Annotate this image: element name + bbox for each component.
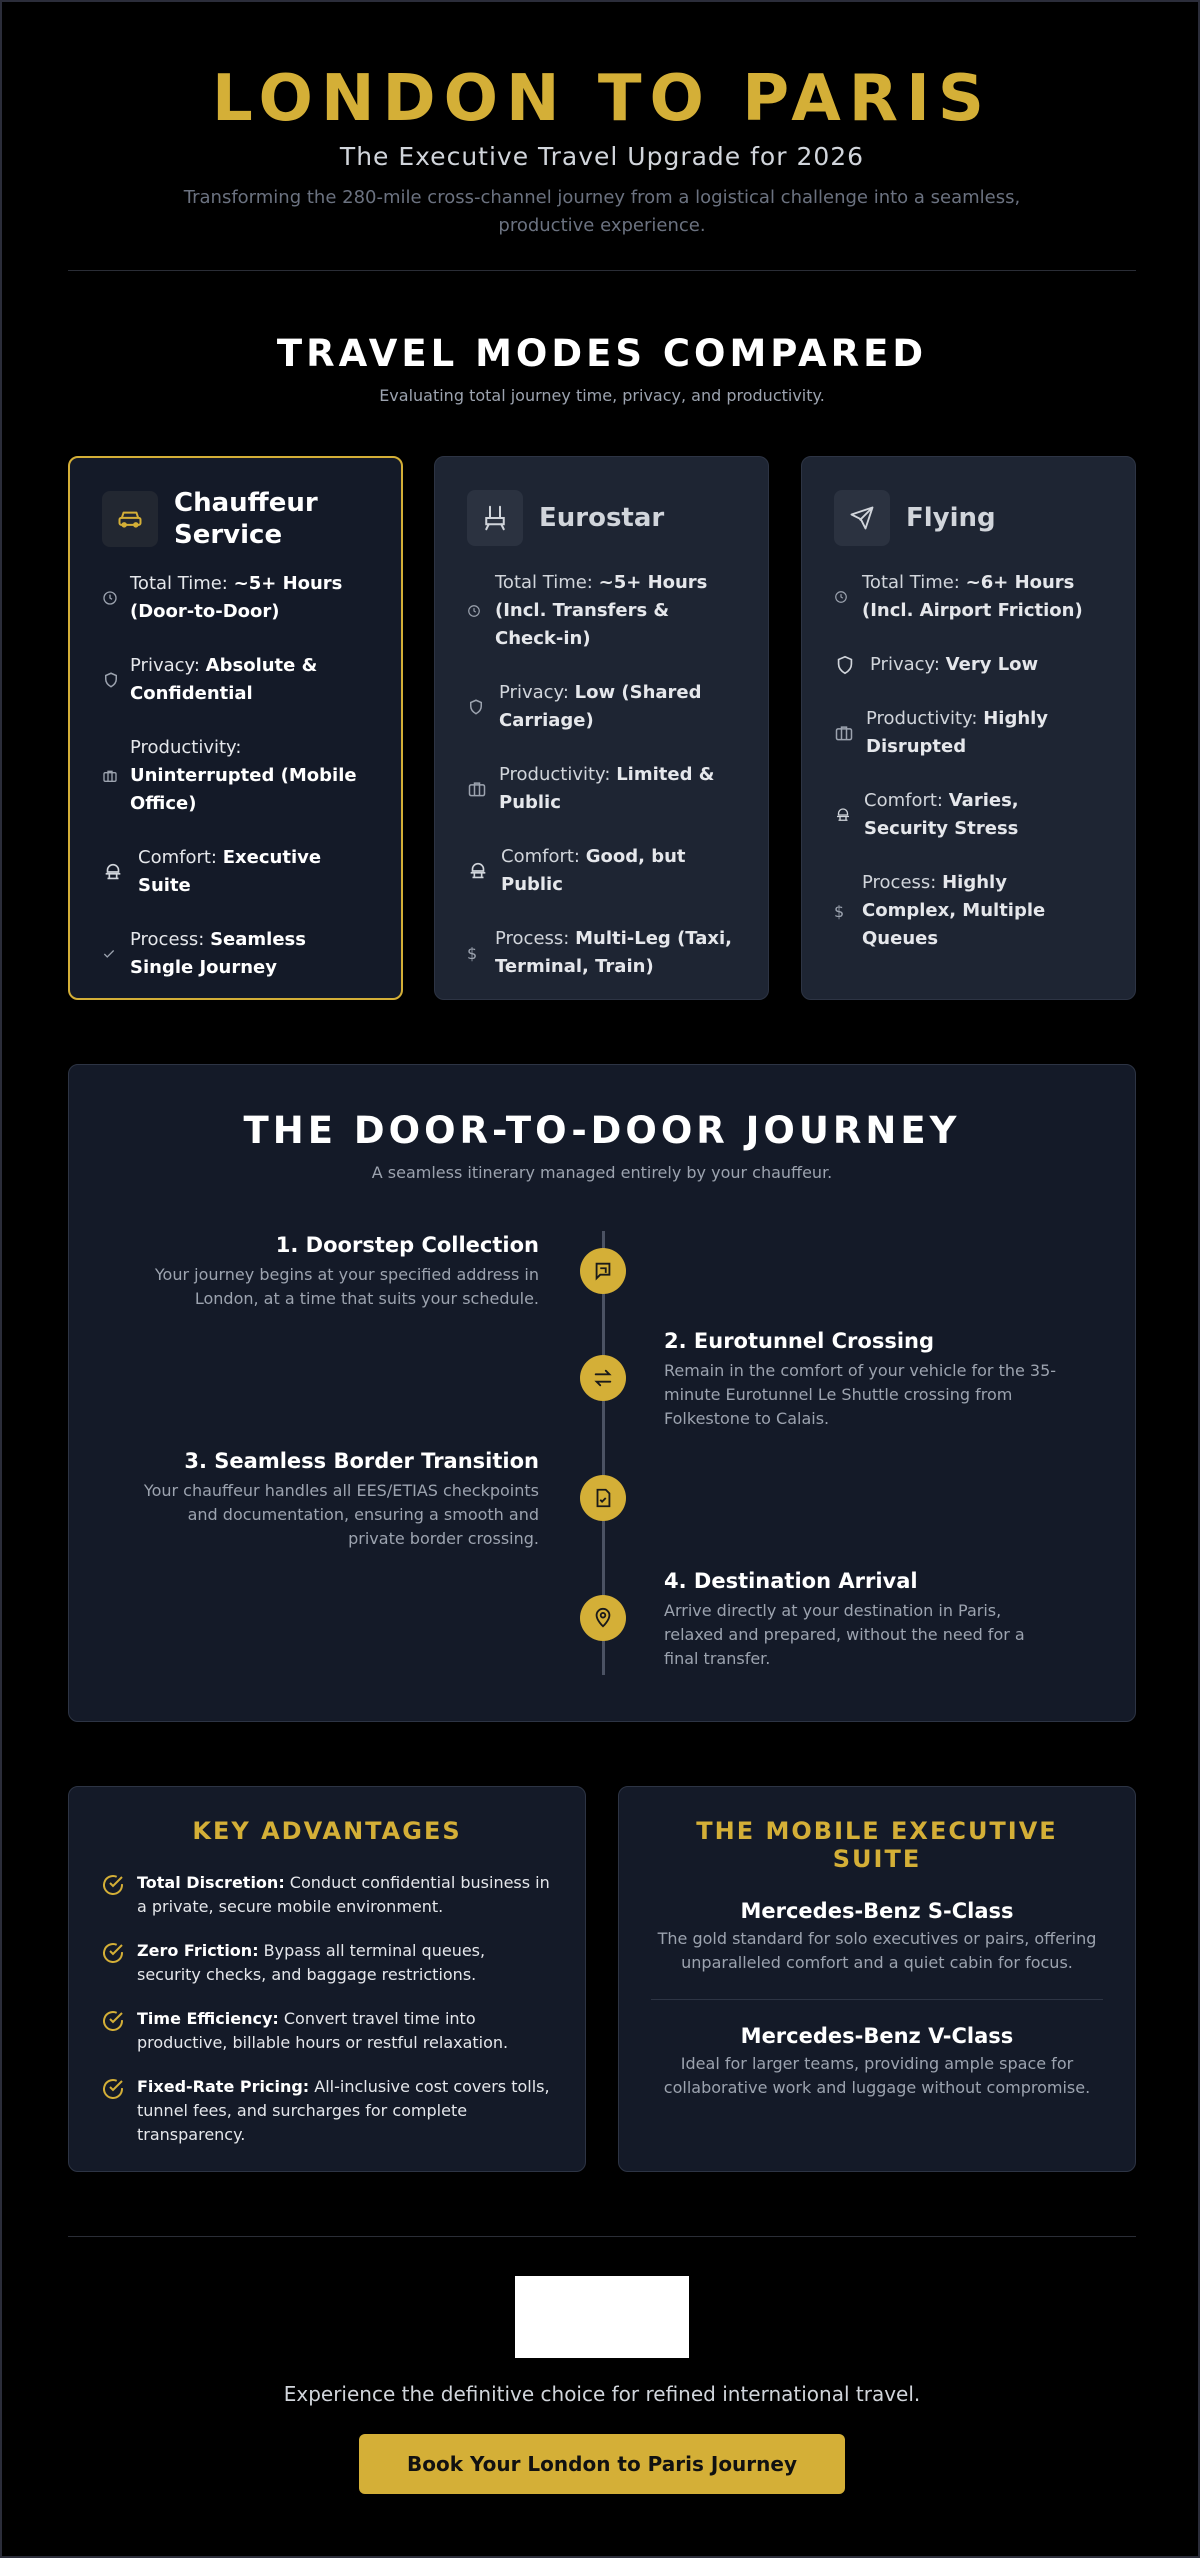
mode-row-label: Process:: [862, 872, 937, 893]
mode-row-value: Very Low: [945, 654, 1039, 675]
comparison-title: TRAVEL MODES COMPARED: [276, 332, 928, 375]
plane-icon: [834, 490, 890, 546]
briefcase-icon: [834, 723, 866, 743]
page-subtitle: The Executive Travel Upgrade for 2026: [339, 142, 865, 171]
mode-row-privacy: [102, 652, 369, 708]
journey-title: THE DOOR-TO-DOOR JOURNEY: [243, 1109, 961, 1152]
check-circle-icon: [101, 2007, 137, 2055]
advantage-strong: Zero Friction:: [137, 1941, 259, 1960]
mode-card-chauffeur: [68, 456, 403, 1000]
mode-row-label: Comfort:: [501, 846, 580, 867]
check-circle-icon: [101, 1871, 137, 1919]
check-circle-icon: [101, 2075, 137, 2147]
mode-row-value: Highly Disrupted: [866, 708, 1049, 757]
mode-row-comfort: [102, 844, 369, 900]
mode-row-value: Good, but Public: [501, 846, 686, 895]
journey-section: [68, 1064, 1136, 1722]
advantage-strong: Total Discretion:: [137, 1873, 285, 1892]
step-description: Arrive directly at your destination in Paris, relaxed and prepared, without the need for a final transfer.: [664, 1601, 1025, 1668]
train-icon: [467, 490, 523, 546]
advantage-text: All-inclusive cost covers tolls, tunnel fees, and surcharges for complete transparency.: [137, 2077, 550, 2144]
mode-row-label: Process:: [495, 928, 570, 949]
advantage-item: [101, 1939, 553, 1987]
comparison-subtitle: Evaluating total journey time, privacy, and productivity.: [379, 386, 825, 405]
mode-card-flying: [801, 456, 1136, 1000]
step-title: 2. Eurotunnel Crossing: [664, 1329, 934, 1353]
mode-row-value: Executive Suite: [138, 847, 322, 896]
car-item: [651, 1899, 1103, 1975]
mode-row-process: [834, 869, 1103, 953]
car-name: Mercedes-Benz S-Class: [740, 1899, 1014, 1923]
mode-row-value: ~6+ Hours (Incl. Airport Friction): [862, 572, 1083, 621]
mode-row-label: Total Time:: [495, 572, 593, 593]
journey-step-1: [139, 1231, 539, 1311]
advantages-panel: [68, 1786, 586, 2172]
mode-card-title: Chauffeur Service: [174, 488, 318, 550]
dollar-icon: $: [834, 901, 845, 921]
seat-icon: [834, 806, 864, 824]
map-pin-icon: [580, 1595, 626, 1641]
mode-row-value: Absolute & Confidential: [130, 655, 318, 704]
mode-row-value: Multi-Leg (Taxi, Terminal, Train): [495, 928, 733, 977]
advantage-strong: Time Efficiency:: [137, 2009, 279, 2028]
mode-row-productivity: [834, 705, 1103, 761]
exchange-icon: [580, 1355, 626, 1401]
clock-icon: [467, 604, 495, 618]
car-divider: [651, 1999, 1103, 2000]
car-item: [651, 2024, 1103, 2100]
step-title: 3. Seamless Border Transition: [184, 1449, 539, 1473]
mode-row-time: [102, 570, 369, 626]
mode-row-value: Varies, Security Stress: [864, 790, 1019, 839]
mode-card-title: Eurostar: [539, 503, 665, 533]
logo-image: [515, 2276, 689, 2358]
step-title: 1. Doorstep Collection: [275, 1233, 539, 1257]
seat-icon: [467, 860, 501, 882]
briefcase-icon: [102, 768, 130, 784]
mode-row-label: Total Time:: [862, 572, 960, 593]
car-icon: [102, 491, 158, 547]
journey-subtitle: A seamless itinerary managed entirely by your chauffeur.: [371, 1163, 833, 1182]
mode-row-label: Comfort:: [864, 790, 943, 811]
mode-row-value: ~5+ Hours (Incl. Transfers & Check-in): [495, 572, 708, 649]
mode-row-label: Privacy:: [870, 654, 940, 675]
advantage-item: [101, 2075, 553, 2147]
document-check-icon: [580, 1475, 626, 1521]
step-description: Remain in the comfort of your vehicle for the 35-minute Eurotunnel Le Shuttle crossing from Folkestone to Calais.: [664, 1361, 1057, 1428]
mode-row-value: Low (Shared Carriage): [499, 682, 702, 731]
mode-card-title: Flying: [906, 503, 996, 533]
advantage-item: [101, 2007, 553, 2055]
mode-row-value: Limited & Public: [499, 764, 715, 813]
doorstep-icon: [580, 1248, 626, 1294]
mode-row-privacy: [834, 651, 1103, 679]
page-description: Transforming the 280-mile cross-channel journey from a logistical challenge into a seamless, productive experience.: [183, 187, 1021, 236]
mode-row-label: Privacy:: [130, 655, 200, 676]
book-journey-button[interactable]: Book Your London to Paris Journey: [359, 2434, 845, 2494]
seat-icon: [102, 861, 138, 883]
mode-row-label: Productivity:: [130, 737, 242, 758]
step-description: Your chauffeur handles all EES/ETIAS checkpoints and documentation, ensuring a smooth and private border crossing.: [143, 1481, 539, 1548]
mode-row-process: [102, 926, 369, 982]
footer-divider: [68, 2236, 1136, 2237]
shield-icon: [102, 671, 130, 689]
check-icon: [102, 947, 130, 961]
dollar-icon: $: [467, 943, 478, 963]
mode-card-eurostar: [434, 456, 769, 1000]
header-divider: [68, 270, 1136, 271]
mode-row-privacy: [467, 679, 736, 735]
mode-row-process: [467, 925, 736, 981]
footer-tagline: Experience the definitive choice for refined international travel.: [283, 2382, 921, 2406]
mode-row-time: [467, 569, 736, 653]
suite-title: THE MOBILE EXECUTIVE SUITE: [696, 1817, 1058, 1873]
briefcase-icon: [467, 779, 499, 799]
mode-row-productivity: [467, 761, 736, 817]
mode-row-label: Productivity:: [499, 764, 611, 785]
car-description: The gold standard for solo executives or pairs, offering unparalleled comfort and a quiet cabin for focus.: [657, 1929, 1097, 1972]
mode-row-label: Process:: [130, 929, 205, 950]
mode-row-label: Productivity:: [866, 708, 978, 729]
journey-step-4: [664, 1567, 1064, 1671]
mode-row-value: Seamless Single Journey: [130, 929, 306, 978]
advantage-text: Bypass all terminal queues, security checks, and baggage restrictions.: [137, 1941, 486, 1984]
mode-row-value: Uninterrupted (Mobile Office): [130, 765, 357, 814]
advantage-text: Convert travel time into productive, billable hours or restful relaxation.: [137, 2009, 509, 2052]
advantage-item: [101, 1871, 553, 1919]
mode-row-productivity: [102, 734, 369, 818]
mode-row-label: Privacy:: [499, 682, 569, 703]
mode-row-comfort: [467, 843, 736, 899]
shield-icon: [834, 654, 870, 676]
shield-icon: [467, 698, 499, 716]
mode-row-value: ~5+ Hours (Door-to-Door): [130, 573, 343, 622]
step-title: 4. Destination Arrival: [664, 1569, 918, 1593]
mode-row-value: Highly Complex, Multiple Queues: [862, 872, 1046, 949]
journey-step-2: [664, 1327, 1064, 1431]
clock-icon: [834, 590, 862, 604]
page-title: LONDON TO PARIS: [212, 62, 992, 136]
mode-row-comfort: [834, 787, 1103, 843]
advantage-text: Conduct confidential business in a private, secure mobile environment.: [137, 1873, 550, 1916]
mode-row-label: Total Time:: [130, 573, 228, 594]
step-description: Your journey begins at your specified address in London, at a time that suits your schedule.: [154, 1265, 539, 1308]
car-name: Mercedes-Benz V-Class: [740, 2024, 1014, 2048]
journey-step-3: [139, 1447, 539, 1551]
suite-panel: [618, 1786, 1136, 2172]
car-description: Ideal for larger teams, providing ample space for collaborative work and luggage without compromise.: [663, 2054, 1091, 2097]
advantages-title: KEY ADVANTAGES: [192, 1817, 462, 1845]
advantage-strong: Fixed-Rate Pricing:: [137, 2077, 310, 2096]
check-circle-icon: [101, 1939, 137, 1987]
mode-row-time: [834, 569, 1103, 625]
clock-icon: [102, 590, 130, 606]
mode-row-label: Comfort:: [138, 847, 217, 868]
